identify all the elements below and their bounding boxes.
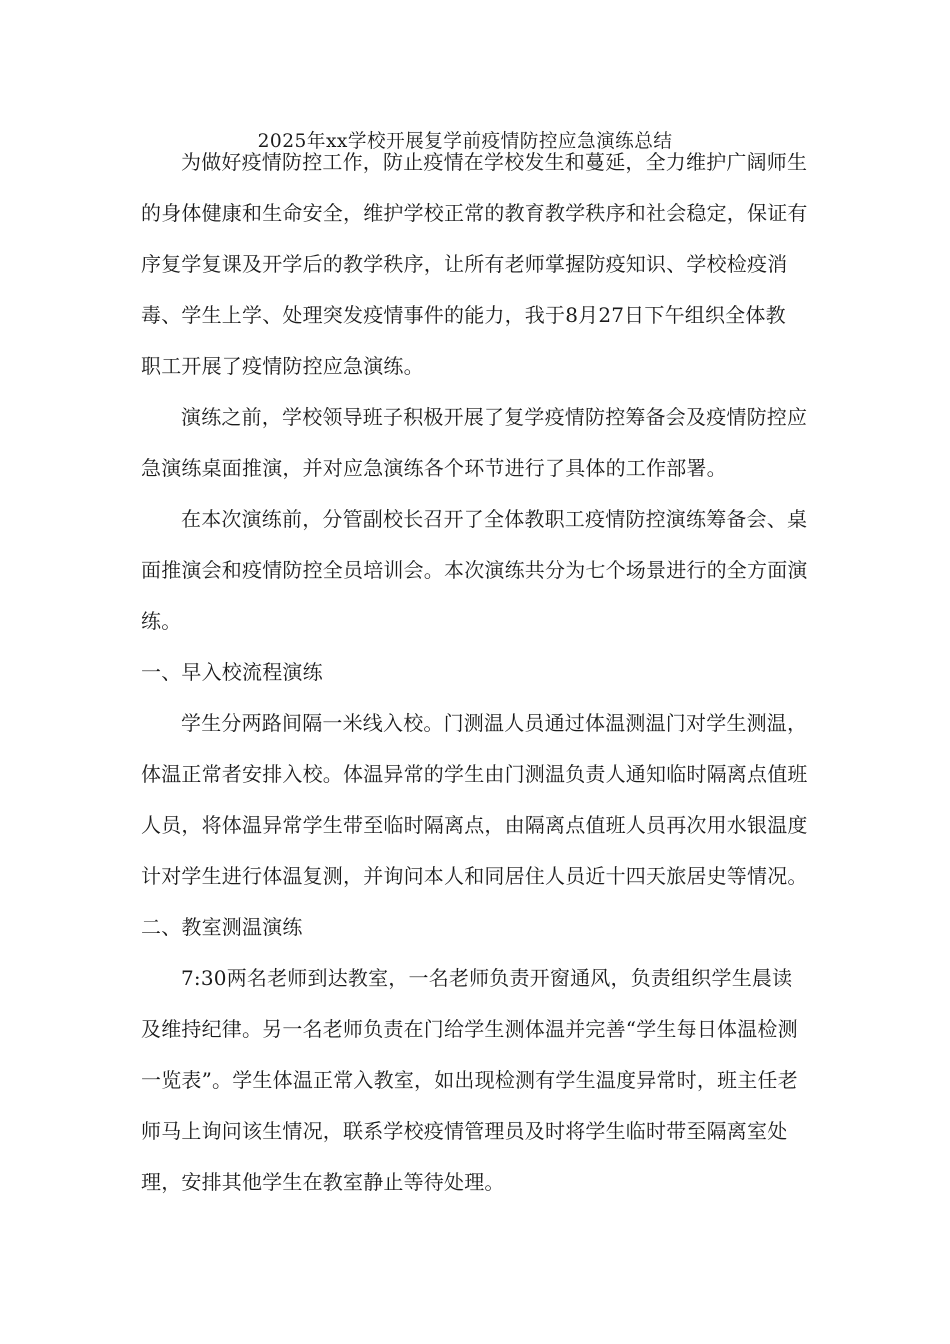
paragraph-line: 序复学复课及开学后的教学秩序，让所有老师掌握防疫知识、学校检疫消: [141, 252, 788, 276]
paragraph-line: 毒、学生上学、处理突发疫情事件的能力，我于8月27日下午组织全体教: [141, 303, 786, 327]
paragraph-line: 演练之前，学校领导班子积极开展了复学疫情防控筹备会及疫情防控应: [181, 405, 808, 429]
paragraph-line: 计对学生进行体温复测，并询问本人和同居住人员近十四天旅居史等情况。: [141, 864, 808, 888]
paragraph-line: 师马上询问该生情况，联系学校疫情管理员及时将学生临时带至隔离室处: [141, 1119, 788, 1143]
paragraph-line: 练。: [141, 609, 182, 633]
paragraph-line: 及维持纪律。另一名老师负责在门给学生测体温并完善“学生每日体温检测: [141, 1017, 798, 1041]
paragraph-line: 学生分两路间隔一米线入校。门测温人员通过体温测温门对学生测温，: [181, 711, 808, 735]
paragraph-line: 的身体健康和生命安全，维护学校正常的教育教学秩序和社会稳定，保证有: [141, 201, 808, 225]
paragraph-line: 理，安排其他学生在教室静止等待处理。: [141, 1170, 505, 1194]
paragraph-line: 为做好疫情防控工作，防止疫情在学校发生和蔓延，全力维护广阔师生: [181, 150, 808, 174]
paragraph-line: 体温正常者安排入校。体温异常的学生由门测温负责人通知临时隔离点值班: [141, 762, 808, 786]
document-title: 2025年xx学校开展复学前疫情防控应急演练总结: [257, 130, 673, 152]
paragraph-line: 7:30两名老师到达教室，一名老师负责开窗通风，负责组织学生晨读: [181, 966, 793, 990]
paragraph-line: 职工开展了疫情防控应急演练。: [141, 354, 424, 378]
section-heading: 一、早入校流程演练: [141, 660, 323, 684]
paragraph-line: 一览表”。学生体温正常入教室，如出现检测有学生温度异常时，班主任老: [141, 1068, 798, 1092]
paragraph-line: 急演练桌面推演，并对应急演练各个环节进行了具体的工作部署。: [141, 456, 727, 480]
paragraph-line: 人员，将体温异常学生带至临时隔离点，由隔离点值班人员再次用水银温度: [141, 813, 808, 837]
paragraph-line: 在本次演练前，分管副校长召开了全体教职工疫情防控演练筹备会、桌: [181, 507, 808, 531]
section-heading: 二、教室测温演练: [141, 915, 303, 939]
paragraph-line: 面推演会和疫情防控全员培训会。本次演练共分为七个场景进行的全方面演: [141, 558, 808, 582]
